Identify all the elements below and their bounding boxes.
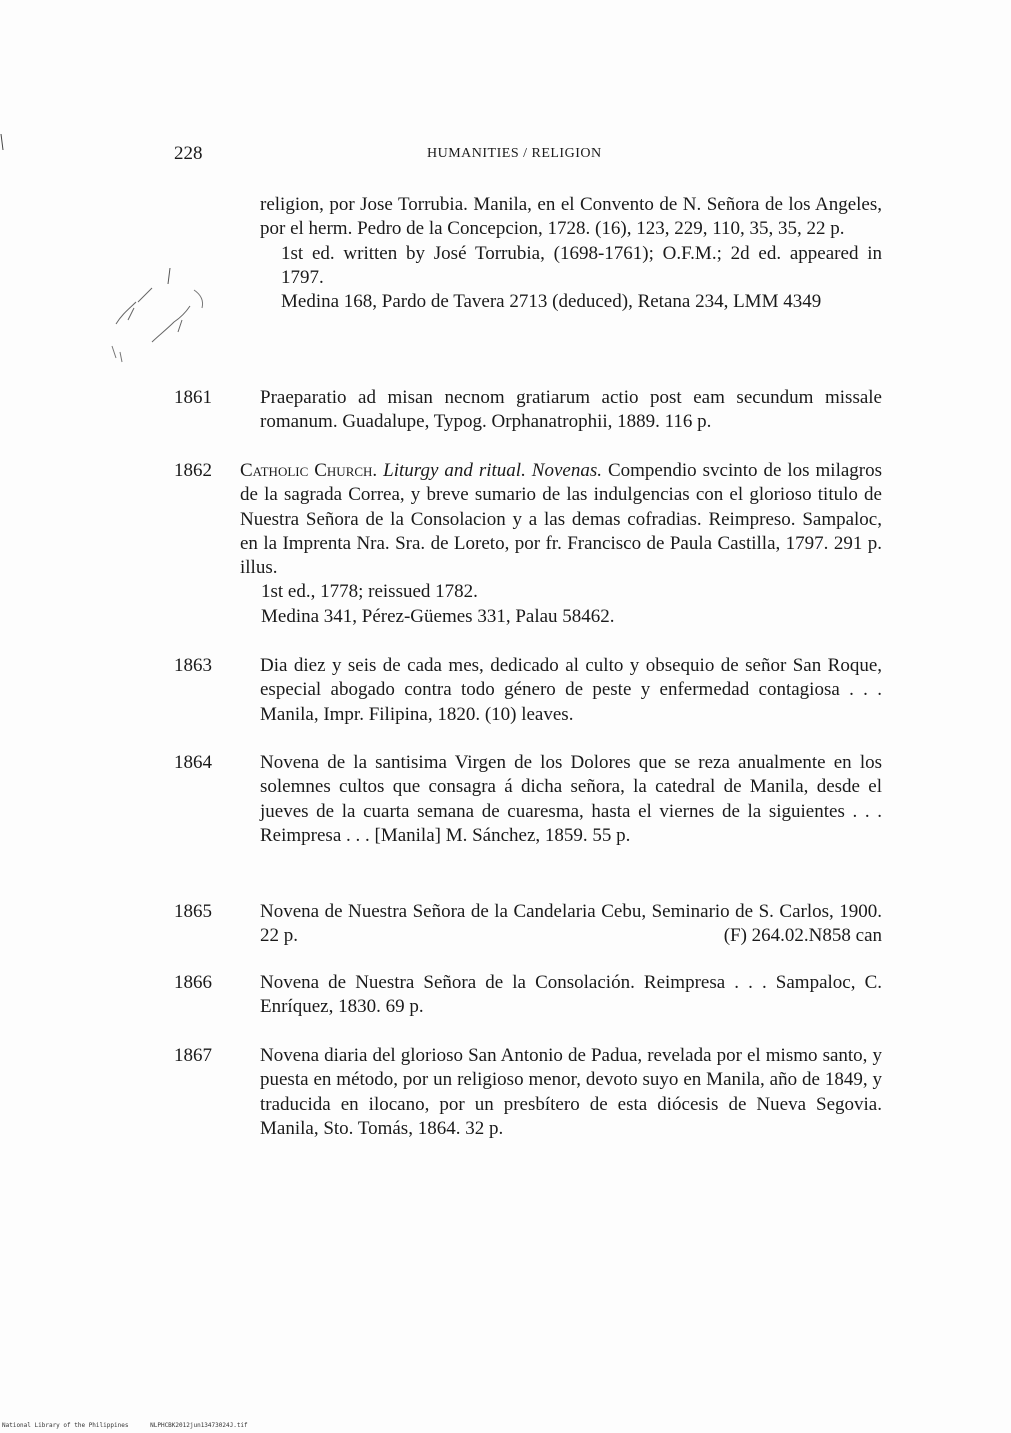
entry-text: Compendio svcinto de los milagros de la sagrada Correa, y breve sumario de las indulgencias con el glorioso titulo de Nuestra Señora de la Consolacion y a las demas cofradias. Reimpreso. Sampaloc, en la Imprenta Nra. Sra. de Loreto, por fr. Francisco de Paula Castilla, 1797. 291 p. illus. (240, 460, 883, 579)
call-number: (F) 264.02.N858 can (723, 925, 882, 947)
entry-1867 (174, 1044, 882, 1141)
entry-note: 1st ed. written by José Torrubia, (1698-1761); O.F.M.; 2d ed. appeared in 1797. (281, 242, 882, 288)
entry-body (260, 1044, 882, 1141)
scan-credit: National Library of the Philippines (2, 1422, 129, 1429)
subject-heading: Liturgy and ritual. Novenas. (383, 460, 602, 481)
handwritten-margin-scribble (108, 262, 218, 372)
page-number: 228 (174, 143, 203, 164)
entry-number: 1863 (174, 655, 212, 676)
entry-1863 (174, 654, 882, 727)
entry-text: religion, por Jose Torrubia. Manila, en el Convento de N. Señora de los Angeles, por el herm. Pedro de la Concepcion, 1728. (16), 123, 229, 110, 35, 35, 22 p. (260, 194, 882, 240)
entry-body (260, 971, 882, 1020)
entry-number: 1864 (174, 752, 212, 773)
entry-text-block (240, 459, 882, 580)
main-heading: Catholic Church. (240, 460, 378, 481)
scan-footer (2, 1422, 248, 1429)
entry-text: Dia diez y seis de cada mes, dedicado al culto y obsequio de señor San Roque, especial abogado contra todo género de peste y enfermedad contagiosa . . . Manila, Impr. Filipina, 1820. (10) leaves. (260, 655, 882, 725)
entry-note: Medina 168, Pardo de Tavera 2713 (deduced), Retana 234, LMM 4349 (281, 291, 822, 313)
entry-text-block (260, 900, 882, 949)
entry-note: 1st ed., 1778; reissued 1782. (261, 581, 478, 603)
entry-text: Praeparatio ad misan necnom gratiarum actio post eam secundum missale romanum. Guadalupe, Typog. Orphanatrophii, 1889. 116 p. (260, 387, 882, 433)
entry-text: Novena de Nuestra Señora de la Candelaria Cebu, Seminario de S. Carlos, 1900. 22 p. (260, 901, 882, 947)
entry-body (260, 751, 882, 848)
entry-number: 1867 (174, 1045, 212, 1066)
entry-body (240, 459, 882, 629)
entry-1861 (174, 386, 882, 435)
entry-number: 1865 (174, 901, 212, 922)
entry-text: Novena de Nuestra Señora de la Consolación. Reimpresa . . . Sampaloc, C. Enríquez, 1830. 69 p. (260, 972, 882, 1018)
entry-number: 1866 (174, 972, 212, 993)
entry-1864 (174, 751, 882, 848)
entry-body (260, 900, 882, 949)
scan-id: NLPHCBK2012jun13473024J.tif (150, 1422, 248, 1429)
entry-continuation (174, 193, 882, 314)
entry-text: Novena de la santisima Virgen de los Dolores que se reza anualmente en los solemnes cultos que consagra á dicha señora, la catedral de Manila, desde el jueves de la cuarta semana de cuaresma, hasta el viernes de la siguientes . . . Reimpresa . . . [Manila] M. Sánchez, 1859. 55 p. (260, 752, 882, 846)
entry-text: Novena diaria del glorioso San Antonio de Padua, revelada por el mismo santo, y puesta en método, por un religioso menor, devoto suyo en Manila, año de 1849, y traducida en ilocano, por un presbítero de esta diócesis de Nueva Segovia. Manila, Sto. Tomás, 1864. 32 p. (260, 1045, 882, 1139)
entry-number: 1862 (174, 460, 212, 481)
entry-body (260, 193, 882, 314)
entry-1862 (174, 459, 882, 629)
entry-body (260, 654, 882, 727)
entry-number: 1861 (174, 387, 212, 408)
entry-body (260, 386, 882, 435)
entry-note: Medina 341, Pérez-Güemes 331, Palau 58462. (261, 605, 615, 627)
running-head: HUMANITIES / RELIGION (427, 146, 602, 161)
page-header (174, 143, 882, 167)
entry-1865 (174, 900, 882, 949)
entry-1866 (174, 971, 882, 1020)
scan-edge-mark (0, 134, 4, 150)
